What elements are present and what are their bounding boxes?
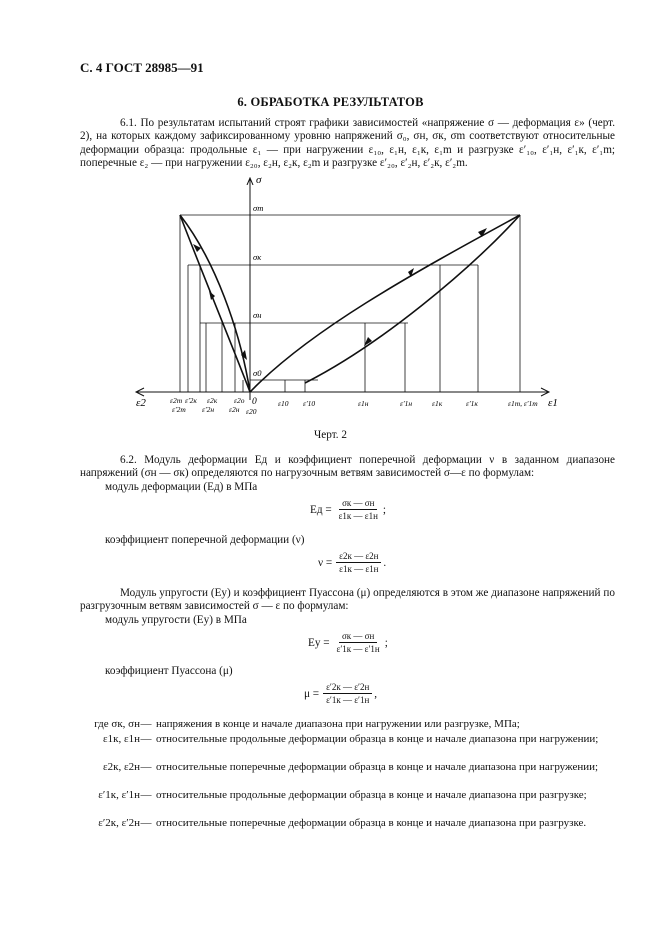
flow-arrow-5 (209, 291, 215, 300)
tick-e1n: ε1н (358, 399, 369, 408)
label-nu: коэффициент поперечной деформации (ν) (105, 534, 305, 546)
legend-dash: — (140, 789, 152, 801)
loading-curve-left (180, 215, 250, 392)
stress-strain-figure (125, 168, 565, 423)
legend-sym: ε1к, ε1н (103, 733, 140, 745)
legend-sym: ε2к, ε2н (103, 761, 140, 773)
paragraph-6-1: 6.1. По результатам испытаний строят графики зависимостей «напряжение σ — деформация ε» (черт. 2), на которых каждому зафиксированному уровню напряжений σ₀, σн, σк, σm соответствуют относительные деформации образца: продольные ε₁ — при нагружении ε₁₀, ε₁н, ε₁к, ε₁m и разгрузке ε′₁₀, ε′₁н, ε′₁к, ε′₁m; поперечные ε₂ — при нагружении ε₂₀, ε₂н, ε₂к, ε₂m и разгрузке ε′₂₀, ε′₂н, ε′₂к, ε′₂m. (80, 117, 615, 170)
formula-mu-fraction (323, 682, 372, 705)
legend-text: относительные продольные деформации образца в конце и начале диапазона при разгрузке; (156, 789, 587, 801)
formula-mu-lhs: μ = (304, 687, 320, 700)
legend-row-e2 (80, 761, 615, 774)
formula-ey-fraction (334, 631, 383, 654)
label-ey: модуль упругости (Eу) в МПа (105, 614, 247, 626)
formula-nu-num: ε2к — ε2н (336, 551, 381, 563)
label-ed: модуль деформации (Eд) в МПа (105, 481, 258, 493)
legend-text: относительные поперечные деформации образца в конце и начале диапазона при нагружении; (156, 761, 599, 773)
formula-nu-tail: . (383, 556, 387, 569)
formula-ed-num: σк — σн (339, 498, 377, 510)
figure-caption: Черт. 2 (314, 429, 347, 441)
formula-ey-tail: ; (384, 636, 388, 649)
legend-dash: — (140, 718, 152, 730)
flow-arrow-1 (478, 228, 487, 237)
legend-text: относительные продольные деформации образца в конце и начале диапазона при нагружении; (156, 733, 599, 745)
formula-mu (304, 682, 377, 705)
formula-ed (310, 498, 386, 521)
formula-mu-num: ε′2к — ε′2н (323, 682, 372, 694)
tick-e2k-u: ε′2к (185, 396, 197, 405)
formula-ey-den: ε′1к — ε′1н (336, 644, 380, 654)
legend-row-e1 (80, 733, 615, 746)
paragraph-6-3: Модуль упругости (Eу) и коэффициент Пуассона (μ) определяются в этом же диапазоне напряжений по разгрузочным ветвям зависимостей σ — ε по формулам: (80, 587, 615, 613)
formula-ey (308, 631, 388, 654)
formula-ey-num: σк — σн (339, 631, 377, 643)
section-title: 6. ОБРАБОТКА РЕЗУЛЬТАТОВ (237, 95, 424, 109)
page-header: С. 4 ГОСТ 28985—91 (80, 60, 204, 75)
y-axis-label: σ (256, 174, 262, 186)
legend-dash: — (140, 817, 152, 829)
formula-nu-den: ε1к — ε1н (339, 564, 379, 574)
formula-ey-lhs: Eу = (308, 636, 330, 649)
tick-e1n-u: ε′1н (400, 399, 413, 408)
x-left-label: ε2 (136, 397, 146, 409)
formula-ed-fraction (336, 498, 381, 521)
tick-e10-u: ε′10 (303, 399, 316, 408)
tick-e10: ε10 (278, 399, 289, 408)
tick-e2n: ε2н (229, 405, 240, 414)
tick-e2k: ε2к (207, 396, 218, 405)
formula-ed-tail: ; (382, 503, 386, 516)
formula-ed-lhs: Eд = (310, 503, 332, 516)
legend-text: относительные поперечные деформации образца в конце и начале диапазона при разгрузке. (156, 817, 587, 829)
legend-row-sigma (80, 718, 615, 731)
legend-sym: ε′1к, ε′1н (98, 789, 140, 801)
tick-e1k-u: ε′1к (466, 399, 478, 408)
legend-row-e1-unload (80, 789, 615, 802)
formula-nu (318, 551, 386, 574)
tick-e20: ε20 (246, 407, 257, 416)
paragraph-6-2: 6.2. Модуль деформации Eд и коэффициент поперечной деформации ν в заданном диапазоне напряжений (σн — σк) определяются по нагрузочным ветвям зависимостей σ—ε по формулам: (80, 454, 615, 480)
legend-sym: ε′2к, ε′2н (98, 817, 140, 829)
loading-curve-right (250, 215, 520, 392)
sigma-n-label: σн (253, 310, 262, 320)
formula-ed-den: ε1к — ε1н (338, 511, 378, 521)
unloading-curve-right (305, 215, 520, 383)
tick-e1m: ε1m, ε′1m (508, 399, 538, 408)
formula-nu-fraction (336, 551, 381, 574)
legend-row-e2-unload (80, 817, 615, 830)
formula-mu-den: ε′1к — ε′1н (326, 695, 370, 705)
tick-e2n-u: ε′2н (202, 405, 215, 414)
formula-mu-tail: , (374, 687, 378, 700)
tick-e2o: ε2о (234, 396, 245, 405)
label-mu: коэффициент Пуассона (μ) (105, 665, 233, 677)
tick-e2m: ε2m (170, 396, 183, 405)
legend-dash: — (140, 761, 152, 773)
origin-label: 0 (252, 397, 257, 407)
legend-text: напряжения в конце и начале диапазона при нагружении или разгрузке, МПа; (156, 718, 520, 730)
sigma-k-label: σк (253, 252, 262, 262)
legend-dash: — (140, 733, 152, 745)
tick-e1k: ε1к (432, 399, 443, 408)
x-right-label: ε1 (548, 397, 558, 409)
sigma-0-label: σ0 (253, 368, 262, 378)
formula-nu-lhs: ν = (318, 556, 333, 569)
legend-sym: где σк, σн (94, 718, 140, 730)
tick-e2m-u: ε′2m (172, 405, 186, 414)
sigma-m-label: σm (253, 203, 264, 213)
